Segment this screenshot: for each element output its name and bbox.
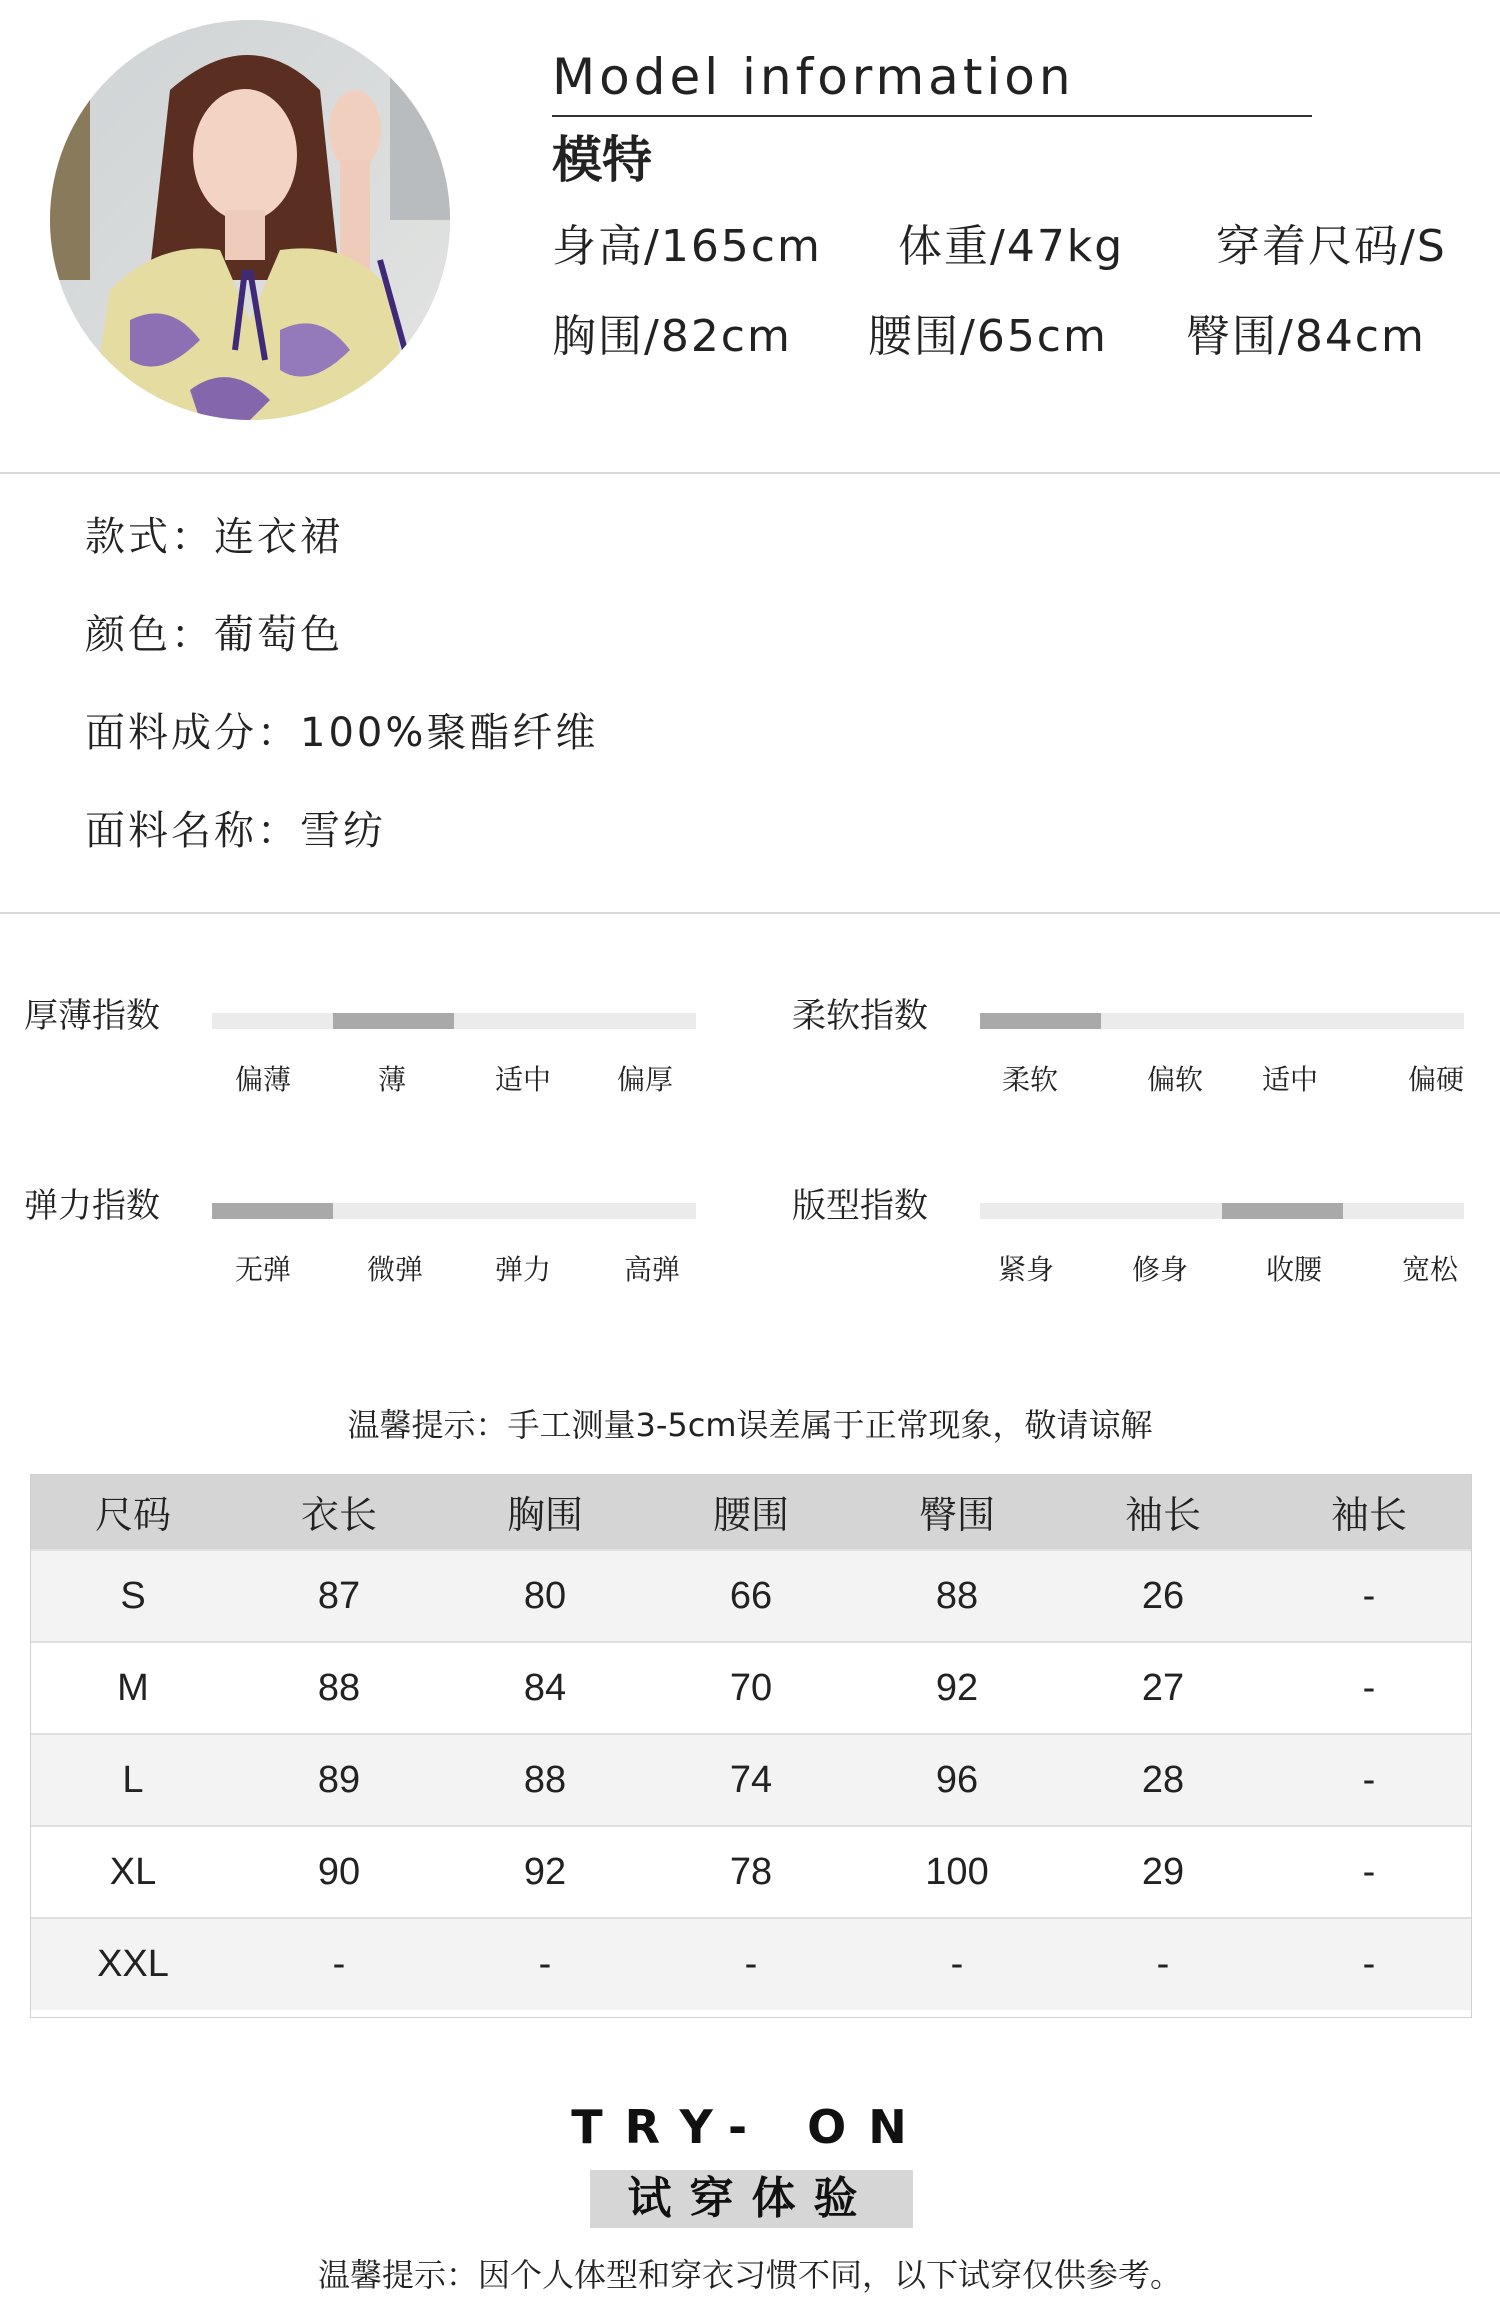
table-cell: XXL (97, 1943, 169, 1985)
model-bust: 胸围/82cm (552, 311, 792, 362)
table-cell: 78 (729, 1850, 773, 1893)
table-row (30, 1826, 1472, 1918)
table-cell: M (117, 1666, 149, 1709)
model-photo-illustration (50, 20, 450, 420)
section-divider (0, 472, 1500, 474)
spec-style: 款式：连衣裙 (85, 514, 343, 560)
table-cell: 27 (1141, 1666, 1185, 1709)
table-cell: L (122, 1758, 144, 1801)
spec-material: 面料成分：100%聚酯纤维 (85, 710, 599, 756)
elasticity-index-tick: 高弹 (623, 1253, 681, 1286)
table-cell: 80 (523, 1574, 567, 1617)
fit-index-label: 版型指数 (792, 1186, 928, 1226)
table-row (30, 1918, 1472, 2010)
header-sleeve: 袖长 (1124, 1495, 1201, 1537)
fit-index-tick: 紧身 (997, 1253, 1055, 1286)
size-notice: 温馨提示：手工测量3-5cm误差属于正常现象，敬请谅解 (347, 1406, 1153, 1444)
table-row (30, 1550, 1472, 1642)
model-info-title: Model information (552, 48, 1075, 106)
thickness-index-track (212, 1013, 696, 1029)
fit-index-tick: 宽松 (1401, 1253, 1459, 1286)
softness-index-tick: 偏硬 (1407, 1063, 1465, 1096)
elasticity-index-marker (212, 1203, 333, 1219)
table-cell: 88 (317, 1666, 361, 1709)
softness-index-label: 柔软指数 (792, 996, 928, 1036)
table-cell: 66 (729, 1574, 773, 1617)
header-length: 衣长 (300, 1495, 377, 1537)
thickness-index-label: 厚薄指数 (24, 996, 160, 1036)
softness-index-tick: 柔软 (1001, 1063, 1059, 1096)
softness-index-marker (980, 1013, 1101, 1029)
table-cell: - (1362, 1850, 1376, 1893)
table-cell: - (1362, 1666, 1376, 1709)
thickness-index-tick: 薄 (377, 1063, 407, 1096)
table-cell: 74 (729, 1758, 773, 1801)
table-cell: XL (109, 1850, 157, 1893)
tryon-note: 温馨提示：因个人体型和穿衣习惯不同，以下试穿仅供参考。 (317, 2256, 1182, 2294)
table-cell: 92 (935, 1666, 979, 1709)
table-cell: 26 (1141, 1574, 1185, 1617)
model-size: 穿着尺码/S (1216, 221, 1447, 272)
header-sleeve-2: 袖长 (1330, 1495, 1407, 1537)
spec-fabric: 面料名称：雪纺 (85, 808, 386, 854)
table-cell: 100 (925, 1850, 989, 1893)
table-cell: - (332, 1943, 346, 1985)
tryon-title-cn: 试穿体验 (627, 2173, 876, 2224)
table-row (30, 1734, 1472, 1826)
header-waist: 腰围 (712, 1495, 789, 1537)
spec-color: 颜色：葡萄色 (85, 612, 343, 658)
size-table (30, 1474, 1472, 2010)
table-cell: - (1156, 1943, 1170, 1985)
table-cell: 70 (729, 1666, 773, 1709)
elasticity-index-tick: 微弹 (366, 1253, 424, 1286)
table-cell: 88 (523, 1758, 567, 1801)
model-hip: 臀围/84cm (1186, 311, 1426, 362)
model-waist: 腰围/65cm (868, 311, 1108, 362)
table-cell: 88 (935, 1574, 979, 1617)
table-cell: - (744, 1943, 758, 1985)
elasticity-index-label: 弹力指数 (24, 1186, 160, 1226)
table-cell: 90 (317, 1850, 361, 1893)
thickness-index-tick: 偏厚 (616, 1063, 674, 1096)
header-hip: 臀围 (918, 1495, 995, 1537)
table-cell: 96 (935, 1758, 979, 1801)
table-cell: - (538, 1943, 552, 1985)
model-subtitle: 模特 (552, 131, 652, 189)
table-cell: - (1362, 1758, 1376, 1801)
fit-index-track (980, 1203, 1464, 1219)
table-cell: 29 (1141, 1850, 1185, 1893)
table-cell: - (950, 1943, 964, 1985)
table-cell: 92 (523, 1850, 567, 1893)
table-cell: - (1362, 1943, 1376, 1985)
elasticity-index-tick: 弹力 (494, 1253, 552, 1286)
section-divider (0, 912, 1500, 914)
header-bust: 胸围 (506, 1495, 583, 1537)
table-cell: 87 (317, 1574, 361, 1617)
softness-index-tick: 偏软 (1146, 1063, 1204, 1096)
header-size: 尺码 (94, 1495, 171, 1537)
softness-index-track (980, 1013, 1464, 1029)
fit-index-tick: 修身 (1131, 1253, 1189, 1286)
fit-index-marker (1222, 1203, 1343, 1219)
fit-index-tick: 收腰 (1265, 1253, 1323, 1286)
model-photo (50, 20, 450, 420)
model-height: 身高/165cm (552, 221, 822, 272)
table-cell: 28 (1141, 1758, 1185, 1801)
model-weight: 体重/47kg (898, 221, 1125, 272)
table-cell: - (1362, 1574, 1376, 1617)
table-cell: 89 (317, 1758, 361, 1801)
elasticity-index-track (212, 1203, 696, 1219)
thickness-index-marker (333, 1013, 454, 1029)
thickness-index-tick: 适中 (494, 1063, 552, 1096)
table-cell: S (120, 1574, 146, 1617)
thickness-index-tick: 偏薄 (234, 1063, 292, 1096)
table-cell: 84 (523, 1666, 567, 1709)
elasticity-index-tick: 无弹 (234, 1253, 292, 1286)
table-row (30, 1642, 1472, 1734)
tryon-title-en: TRY- ON (571, 2100, 929, 2154)
table-header-row (30, 1474, 1472, 1550)
title-underline (552, 115, 1312, 117)
softness-index-tick: 适中 (1261, 1063, 1319, 1096)
